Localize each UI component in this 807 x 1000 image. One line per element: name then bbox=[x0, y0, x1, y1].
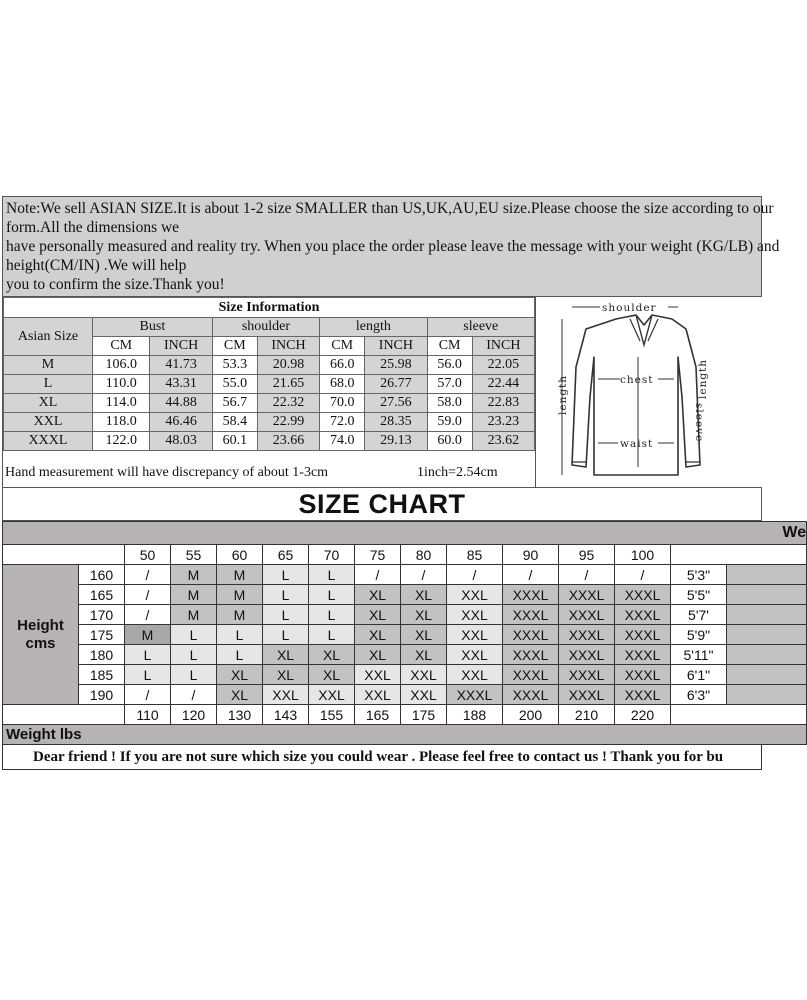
size-cell: XXXL bbox=[615, 625, 671, 645]
height-row bbox=[3, 625, 807, 645]
size-cell: / bbox=[401, 565, 447, 585]
shoulder-header: shoulder bbox=[212, 318, 319, 337]
size-value: 28.35 bbox=[365, 413, 427, 432]
size-cell: L bbox=[309, 585, 355, 605]
size-cell: XXXL bbox=[615, 605, 671, 625]
lbs-value: 120 bbox=[171, 705, 217, 725]
size-cell: XXXL bbox=[503, 625, 559, 645]
size-cell: XL bbox=[401, 645, 447, 665]
size-value: 110.0 bbox=[93, 375, 150, 394]
unit-inch: INCH bbox=[365, 337, 427, 356]
size-value: 55.0 bbox=[212, 375, 257, 394]
size-cell: XXL bbox=[447, 585, 503, 605]
size-row bbox=[4, 413, 535, 432]
size-cell: M bbox=[171, 585, 217, 605]
size-value: 46.46 bbox=[150, 413, 212, 432]
size-cell: L bbox=[171, 645, 217, 665]
unit-cm: CM bbox=[93, 337, 150, 356]
size-cell: XXL bbox=[309, 685, 355, 705]
size-cell: XXL bbox=[355, 665, 401, 685]
size-value: 70.0 bbox=[320, 394, 365, 413]
shoulder-label: shoulder bbox=[602, 302, 657, 314]
size-cell: / bbox=[171, 685, 217, 705]
size-value: 53.3 bbox=[212, 356, 257, 375]
size-cell: XL bbox=[401, 605, 447, 625]
size-cell: L bbox=[263, 625, 309, 645]
height-cm-value: 185 bbox=[79, 665, 125, 685]
size-cell: XXL bbox=[401, 665, 447, 685]
size-cell: L bbox=[263, 605, 309, 625]
size-row bbox=[4, 375, 535, 394]
size-cell: M bbox=[125, 625, 171, 645]
size-cell: XL bbox=[309, 665, 355, 685]
length-label: length bbox=[557, 374, 569, 415]
kg-value: 100 bbox=[615, 545, 671, 565]
note-block bbox=[2, 196, 780, 296]
size-cell: L bbox=[263, 585, 309, 605]
size-cell: / bbox=[125, 605, 171, 625]
size-cell: XXXL bbox=[615, 665, 671, 685]
size-cell: XL bbox=[309, 645, 355, 665]
lbs-value: 210 bbox=[559, 705, 615, 725]
height-row bbox=[3, 645, 807, 665]
kg-header-row bbox=[3, 545, 807, 565]
size-cell: XL bbox=[355, 645, 401, 665]
size-value: 48.03 bbox=[150, 432, 212, 451]
bust-header: Bust bbox=[93, 318, 213, 337]
kg-corner bbox=[3, 545, 125, 565]
size-cell: XXXL bbox=[615, 645, 671, 665]
height-row bbox=[3, 565, 807, 585]
size-value: 58.0 bbox=[427, 394, 472, 413]
height-cm-value: 180 bbox=[79, 645, 125, 665]
size-value: 122.0 bbox=[93, 432, 150, 451]
size-cell: M bbox=[217, 585, 263, 605]
size-cell: XL bbox=[263, 665, 309, 685]
size-information-panel bbox=[3, 297, 536, 487]
size-value: 44.88 bbox=[150, 394, 212, 413]
kg-value: 75 bbox=[355, 545, 401, 565]
hand-measurement-note: Hand measurement will have discrepancy of about 1-3cm bbox=[5, 465, 329, 480]
size-value: 27.56 bbox=[365, 394, 427, 413]
height-cm-value: 175 bbox=[79, 625, 125, 645]
weight-lbs-label: Weight lbs bbox=[3, 725, 807, 745]
size-value: 43.31 bbox=[150, 375, 212, 394]
size-cell: XL bbox=[355, 585, 401, 605]
note-line-1: Note:We sell ASIAN SIZE.It is about 1-2 size SMALLER than US,UK,AU,EU size.Please choose the size according to our bbox=[6, 200, 774, 217]
size-cell: XL bbox=[263, 645, 309, 665]
size-value: 72.0 bbox=[320, 413, 365, 432]
size-cell: XXXL bbox=[615, 685, 671, 705]
size-label: XL bbox=[4, 394, 93, 413]
lbs-corner bbox=[3, 705, 125, 725]
size-value: 22.05 bbox=[472, 356, 534, 375]
height-label: Height bbox=[17, 616, 64, 634]
size-cell: XXXL bbox=[559, 605, 615, 625]
shirt-diagram bbox=[536, 297, 766, 487]
size-cell: XL bbox=[217, 665, 263, 685]
cms-label: cms bbox=[25, 634, 56, 652]
size-cell: XL bbox=[217, 685, 263, 705]
size-cell: XXXL bbox=[447, 685, 503, 705]
size-cell: M bbox=[217, 605, 263, 625]
note-line-5: you to confirm the size.Thank you! bbox=[6, 276, 225, 293]
size-chart-title: SIZE CHART bbox=[2, 488, 762, 521]
shirt-outline bbox=[572, 315, 700, 475]
kg-value: 65 bbox=[263, 545, 309, 565]
size-cell: / bbox=[559, 565, 615, 585]
unit-inch: INCH bbox=[472, 337, 534, 356]
size-rows bbox=[4, 356, 535, 451]
size-value: 23.62 bbox=[472, 432, 534, 451]
size-cell: XXL bbox=[263, 685, 309, 705]
size-value: 60.0 bbox=[427, 432, 472, 451]
sleeve-label: sleeve bbox=[693, 403, 705, 443]
size-guide bbox=[2, 196, 807, 770]
chest-label: chest bbox=[620, 374, 654, 386]
height-row bbox=[3, 665, 807, 685]
size-label: XXXL bbox=[4, 432, 93, 451]
lbs-value: 143 bbox=[263, 705, 309, 725]
size-cell: XXXL bbox=[503, 645, 559, 665]
kg-value: 50 bbox=[125, 545, 171, 565]
size-row bbox=[4, 356, 535, 375]
size-cell: XXXL bbox=[503, 605, 559, 625]
height-row bbox=[3, 585, 807, 605]
height-ft-value: 6'3" bbox=[671, 685, 727, 705]
lbs-right-blank bbox=[671, 705, 807, 725]
size-cell: XXXL bbox=[503, 665, 559, 685]
kg-row bbox=[3, 545, 807, 565]
size-cell: L bbox=[171, 665, 217, 685]
lbs-value: 165 bbox=[355, 705, 401, 725]
right-edge-cell bbox=[727, 625, 807, 645]
length-header: length bbox=[320, 318, 427, 337]
note-line-2: form.All the dimensions we bbox=[6, 219, 180, 236]
size-cell: XXL bbox=[447, 645, 503, 665]
size-cell: / bbox=[503, 565, 559, 585]
size-cell: XXL bbox=[401, 685, 447, 705]
size-value: 22.83 bbox=[472, 394, 534, 413]
size-value: 106.0 bbox=[93, 356, 150, 375]
size-value: 41.73 bbox=[150, 356, 212, 375]
size-cell: / bbox=[125, 565, 171, 585]
lbs-value: 188 bbox=[447, 705, 503, 725]
size-cell: XL bbox=[355, 605, 401, 625]
kg-value: 80 bbox=[401, 545, 447, 565]
right-edge-cell bbox=[727, 645, 807, 665]
size-cell: XXL bbox=[447, 665, 503, 685]
size-label: L bbox=[4, 375, 93, 394]
size-cell: L bbox=[309, 565, 355, 585]
contact-footer bbox=[2, 745, 762, 770]
size-cell: L bbox=[125, 645, 171, 665]
size-row bbox=[4, 432, 535, 451]
size-value: 26.77 bbox=[365, 375, 427, 394]
size-cell: XXL bbox=[447, 605, 503, 625]
right-edge-cell bbox=[727, 585, 807, 605]
size-value: 74.0 bbox=[320, 432, 365, 451]
size-cell: M bbox=[171, 565, 217, 585]
height-cms-label bbox=[3, 565, 79, 705]
size-cell: XL bbox=[401, 625, 447, 645]
size-cell: XXXL bbox=[503, 685, 559, 705]
height-ft-value: 6'1" bbox=[671, 665, 727, 685]
size-label: M bbox=[4, 356, 93, 375]
size-information-title: Size Information bbox=[4, 298, 535, 318]
size-value: 22.44 bbox=[472, 375, 534, 394]
height-ft-value: 5'7' bbox=[671, 605, 727, 625]
unit-cm: CM bbox=[212, 337, 257, 356]
size-value: 22.99 bbox=[257, 413, 319, 432]
kg-value: 95 bbox=[559, 545, 615, 565]
unit-cm: CM bbox=[427, 337, 472, 356]
kg-right-blank bbox=[671, 545, 807, 565]
size-value: 56.0 bbox=[427, 356, 472, 375]
kg-value: 90 bbox=[503, 545, 559, 565]
size-value: 57.0 bbox=[427, 375, 472, 394]
size-cell: L bbox=[125, 665, 171, 685]
size-cell: / bbox=[125, 685, 171, 705]
asian-size-header: Asian Size bbox=[4, 318, 93, 356]
lbs-value: 130 bbox=[217, 705, 263, 725]
size-cell: L bbox=[171, 625, 217, 645]
size-row bbox=[4, 394, 535, 413]
kg-value: 55 bbox=[171, 545, 217, 565]
size-value: 68.0 bbox=[320, 375, 365, 394]
inch-conversion-note: 1inch=2.54cm bbox=[417, 465, 498, 480]
size-cell: XXXL bbox=[559, 625, 615, 645]
right-edge-cell bbox=[727, 665, 807, 685]
sleeve-header: sleeve bbox=[427, 318, 534, 337]
size-cell: XXL bbox=[447, 625, 503, 645]
size-cell: XXXL bbox=[559, 585, 615, 605]
kg-value: 70 bbox=[309, 545, 355, 565]
unit-inch: INCH bbox=[257, 337, 319, 356]
size-cell: XXXL bbox=[503, 585, 559, 605]
size-cell: XXXL bbox=[559, 685, 615, 705]
size-cell: XXL bbox=[355, 685, 401, 705]
size-value: 58.4 bbox=[212, 413, 257, 432]
size-cell: XL bbox=[355, 625, 401, 645]
size-cell: / bbox=[447, 565, 503, 585]
kg-value: 60 bbox=[217, 545, 263, 565]
lbs-value: 175 bbox=[401, 705, 447, 725]
size-value: 114.0 bbox=[93, 394, 150, 413]
size-cell: / bbox=[615, 565, 671, 585]
note-line-4: height(CM/IN) .We will help bbox=[6, 257, 187, 274]
size-cell: L bbox=[217, 645, 263, 665]
size-cell: / bbox=[125, 585, 171, 605]
lbs-value: 155 bbox=[309, 705, 355, 725]
size-cell: M bbox=[171, 605, 217, 625]
right-edge-cell bbox=[727, 605, 807, 625]
chart-rows bbox=[3, 565, 807, 705]
size-cell: M bbox=[217, 565, 263, 585]
size-value: 25.98 bbox=[365, 356, 427, 375]
size-cell: XXXL bbox=[559, 665, 615, 685]
size-information-section bbox=[2, 296, 762, 488]
lbs-value: 110 bbox=[125, 705, 171, 725]
size-information-table bbox=[3, 297, 535, 451]
size-value: 23.23 bbox=[472, 413, 534, 432]
size-value: 21.65 bbox=[257, 375, 319, 394]
size-cell: L bbox=[309, 625, 355, 645]
lbs-value: 220 bbox=[615, 705, 671, 725]
lbs-row bbox=[3, 705, 807, 725]
lbs-value: 200 bbox=[503, 705, 559, 725]
size-cell: L bbox=[309, 605, 355, 625]
height-ft-value: 5'11" bbox=[671, 645, 727, 665]
size-value: 118.0 bbox=[93, 413, 150, 432]
sleeve-length-label: length bbox=[697, 358, 709, 399]
size-cell: XXXL bbox=[615, 585, 671, 605]
height-row bbox=[3, 685, 807, 705]
height-cm-value: 165 bbox=[79, 585, 125, 605]
right-edge-cell bbox=[727, 685, 807, 705]
size-cell: L bbox=[217, 625, 263, 645]
size-value: 66.0 bbox=[320, 356, 365, 375]
weight-kg-header-bar: We bbox=[3, 522, 807, 545]
height-ft-value: 5'5" bbox=[671, 585, 727, 605]
size-value: 56.7 bbox=[212, 394, 257, 413]
height-cm-value: 160 bbox=[79, 565, 125, 585]
waist-label: waist bbox=[620, 438, 654, 450]
height-ft-value: 5'3" bbox=[671, 565, 727, 585]
lbs-values-row bbox=[3, 705, 807, 725]
kg-value: 85 bbox=[447, 545, 503, 565]
unit-inch: INCH bbox=[150, 337, 212, 356]
shirt-measurement-illustration bbox=[536, 297, 766, 487]
size-cell: L bbox=[263, 565, 309, 585]
height-cm-value: 190 bbox=[79, 685, 125, 705]
size-value: 20.98 bbox=[257, 356, 319, 375]
note-line-3: have personally measured and reality try. When you place the order please leave the message with your weight (KG/LB) and bbox=[6, 238, 780, 255]
unit-cm: CM bbox=[320, 337, 365, 356]
height-row bbox=[3, 605, 807, 625]
size-cell: XXXL bbox=[559, 645, 615, 665]
size-cell: / bbox=[355, 565, 401, 585]
contact-footer-text: Dear friend ! If you are not sure which size you could wear . Please feel free to contact us ! Thank you for bu bbox=[33, 749, 724, 765]
size-value: 60.1 bbox=[212, 432, 257, 451]
size-value: 29.13 bbox=[365, 432, 427, 451]
size-chart-table bbox=[2, 521, 807, 745]
height-cm-value: 170 bbox=[79, 605, 125, 625]
size-value: 59.0 bbox=[427, 413, 472, 432]
size-cell: XL bbox=[401, 585, 447, 605]
size-value: 22.32 bbox=[257, 394, 319, 413]
size-value: 23.66 bbox=[257, 432, 319, 451]
height-ft-value: 5'9" bbox=[671, 625, 727, 645]
size-label: XXL bbox=[4, 413, 93, 432]
right-edge-cell bbox=[727, 565, 807, 585]
